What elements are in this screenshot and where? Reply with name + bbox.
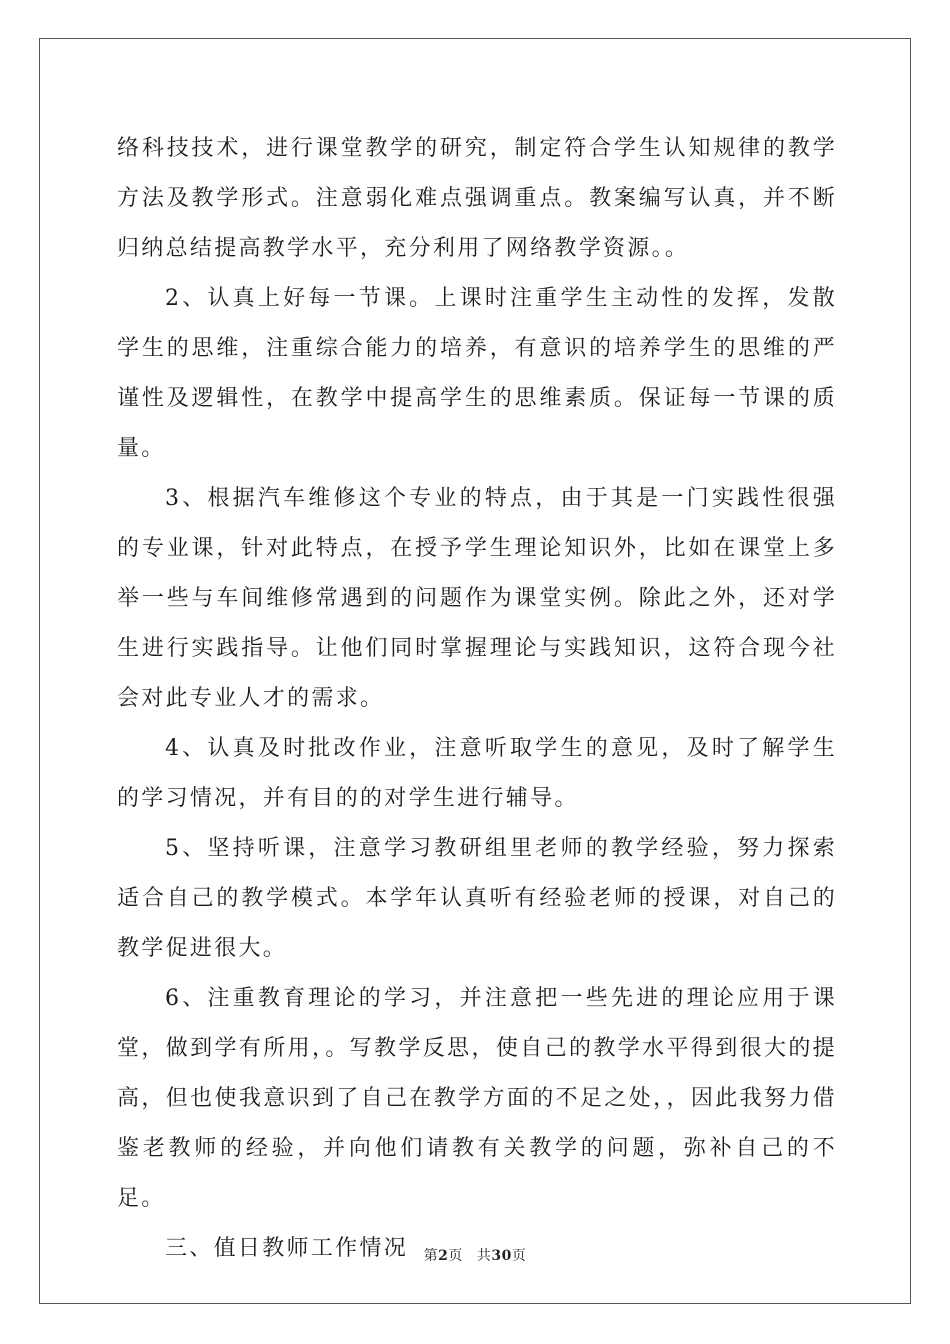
paragraph-3: 3、根据汽车维修这个专业的特点，由于其是一门实践性很强的专业课，针对此特点，在授予学生理论知识外，比如在课堂上多举一些与车间维修常遇到的问题作为课堂实例。除此之外，还对学生进行实践指导。让他们同时掌握理论与实践知识，这符合现今社会对此专业人才的需求。 xyxy=(117,486,837,711)
page-footer xyxy=(0,1245,950,1265)
footer-total-suffix: 页 xyxy=(511,1248,527,1264)
paragraph-4: 4、认真及时批改作业，注意听取学生的意见，及时了解学生的学习情况，并有目的的对学生进行辅导。 xyxy=(117,736,837,811)
total-page-count: 30 xyxy=(491,1248,512,1264)
paragraph-6: 6、注重教育理论的学习，并注意把一些先进的理论应用于课堂，做到学有所用，。写教学反思，使自己的教学水平得到很大的提高，但也使我意识到了自己在教学方面的不足之处，，因此我努力借鉴老教师的经验，并向他们请教有关教学的问题，弥补自己的不足。 xyxy=(117,986,837,1211)
current-page-number: 2 xyxy=(438,1248,449,1264)
section-heading: 三、值日教师工作情况 xyxy=(165,1236,409,1261)
document-body xyxy=(117,124,837,1274)
footer-total-prefix: 共 xyxy=(476,1248,492,1264)
paragraph-2: 2、认真上好每一节课。上课时注重学生主动性的发挥，发散学生的思维，注重综合能力的培养，有意识的培养学生的思维的严谨性及逻辑性，在教学中提高学生的思维素质。保证每一节课的质量。 xyxy=(117,286,837,461)
footer-prefix: 第 xyxy=(423,1248,439,1264)
paragraph-5: 5、坚持听课，注意学习教研组里老师的教学经验，努力探索适合自己的教学模式。本学年认真听有经验老师的授课，对自己的教学促进很大。 xyxy=(117,836,837,961)
paragraph-1: 络科技技术，进行课堂教学的研究，制定符合学生认知规律的教学方法及教学形式。注意弱化难点强调重点。教案编写认真，并不断归纳总结提高教学水平，充分利用了网络教学资源。。 xyxy=(117,136,837,261)
footer-page-suffix: 页 xyxy=(448,1248,463,1264)
